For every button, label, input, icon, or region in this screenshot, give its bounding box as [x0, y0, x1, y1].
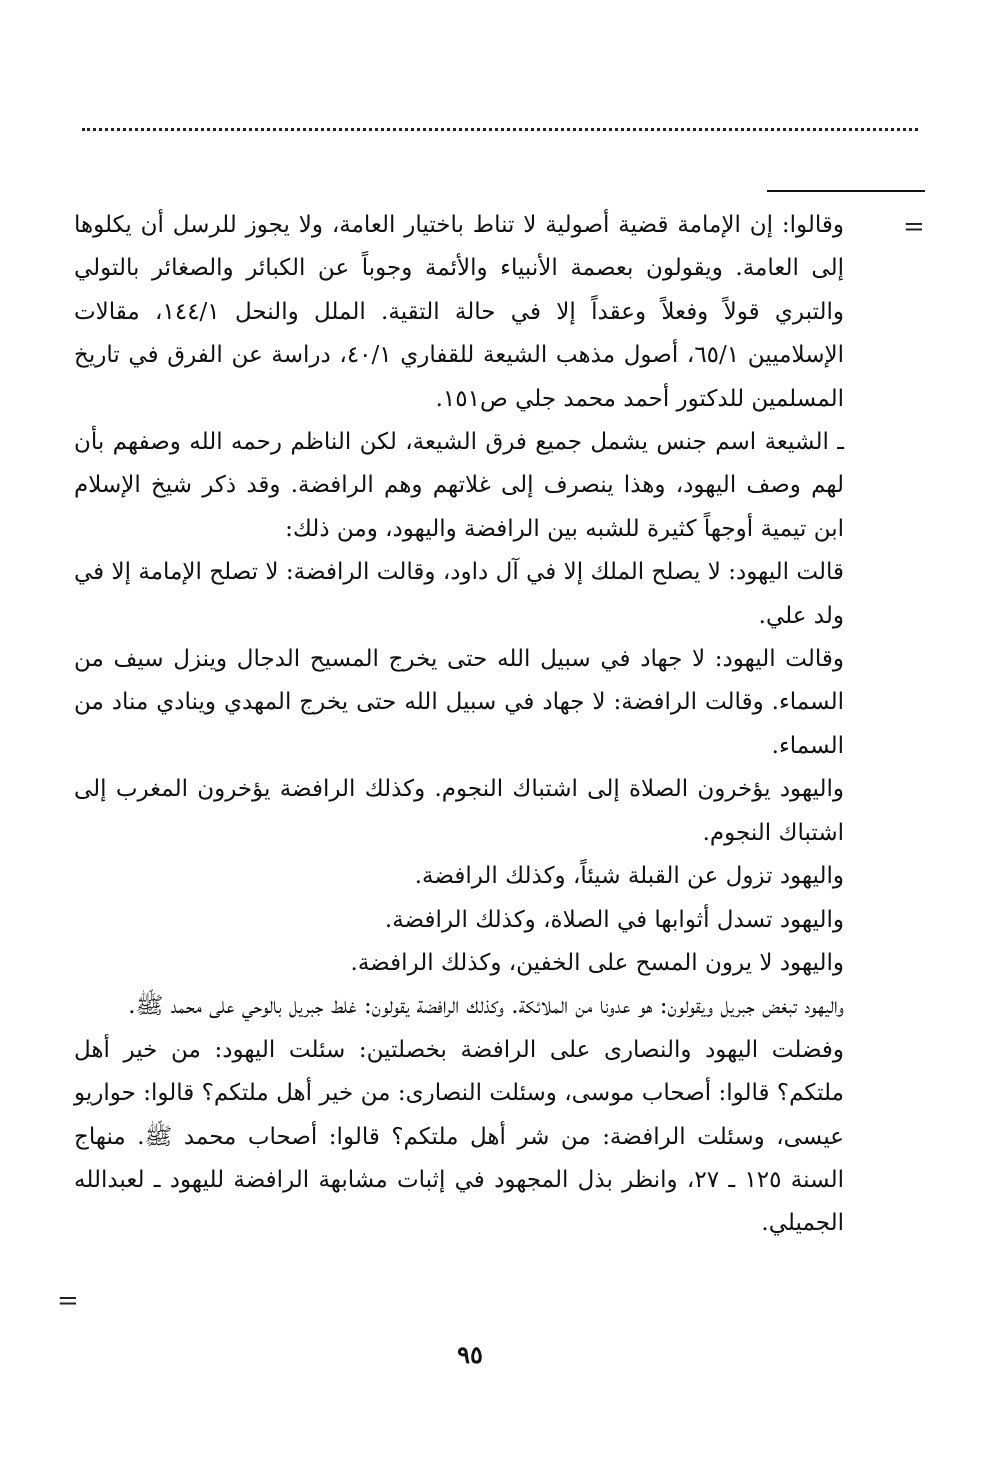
continuation-marker-top: = [903, 212, 925, 242]
dotted-separator [82, 128, 918, 131]
footnote-text [74, 204, 844, 1246]
page-number: ٩٥ [457, 1340, 483, 1369]
paragraph-4: وقالت اليهود: لا جهاد في سبيل الله حتى يخرج المسيح الدجال وينزل سيف من السماء. وقالت الرافضة: لا جهاد في سبيل الله حتى يخرج المهدي وينادي مناد من السماء. [74, 646, 844, 759]
paragraph-8: واليهود لا يرون المسح على الخفين، وكذلك الرافضة. [350, 949, 844, 976]
paragraph-9: واليهود تبغض جبريل ويقولون: هو عدونا من الملائكة. وكذلك الرافضة يقولون: غلط جبريل بالوحي على محمد ﷺ. [128, 993, 844, 1020]
continuation-marker-bottom: = [57, 1286, 79, 1316]
paragraph-3: قالت اليهود: لا يصلح الملك إلا في آل داود، وقالت الرافضة: لا تصلح الإمامة إلا في ولد علي. [74, 559, 844, 629]
paragraph-7: واليهود تسدل أثوابها في الصلاة، وكذلك الرافضة. [384, 906, 844, 933]
paragraph-5: واليهود يؤخرون الصلاة إلى اشتباك النجوم. وكذلك الرافضة يؤخرون المغرب إلى اشتباك النجوم. [74, 776, 844, 846]
paragraph-6: واليهود تزول عن القبلة شيئاً، وكذلك الرافضة. [414, 863, 844, 890]
paragraph-1: وقالوا: إن الإمامة قضية أصولية لا تناط باختيار العامة، ولا يجوز للرسل أن يكلوها إلى العامة. ويقولون بعصمة الأنبياء والأئمة وجوباً عن الكبائر والصغائر بالتولي والتبري قولاً وفعلاً وعقداً إلا في حالة التقية. الملل والنحل ١٤٤/١، مقالات الإسلاميين ٦٥/١، أصول مذهب الشيعة للقفاري ٤٠/١، دراسة عن الفرق في تاريخ المسلمين للدكتور أحمد محمد جلي ص١٥١. [74, 212, 845, 412]
footnote-separator [767, 190, 925, 192]
paragraph-2: ـ الشيعة اسم جنس يشمل جميع فرق الشيعة، لكن الناظم رحمه الله وصفهم بأن لهم وصف اليهود، وهذا ينصرف إلى غلاتهم وهم الرافضة. وقد ذكر شيخ الإسلام ابن تيمية أوجهاً كثيرة للشبه بين الرافضة واليهود، ومن ذلك: [74, 429, 844, 542]
paragraph-10: وفضلت اليهود والنصارى على الرافضة بخصلتين: سئلت اليهود: من خير أهل ملتكم؟ قالوا: أصحاب موسى، وسئلت النصارى: من خير أهل ملتكم؟ قالوا: حواريو عيسى، وسئلت الرافضة: من شر أهل ملتكم؟ قالوا: أصحاب محمد ﷺ. منهاج السنة ١٢٥ ـ ٢٧، وانظر بذل المجهود في إثبات مشابهة الرافضة لليهود ـ لعبدالله الجميلي. [74, 1036, 844, 1237]
